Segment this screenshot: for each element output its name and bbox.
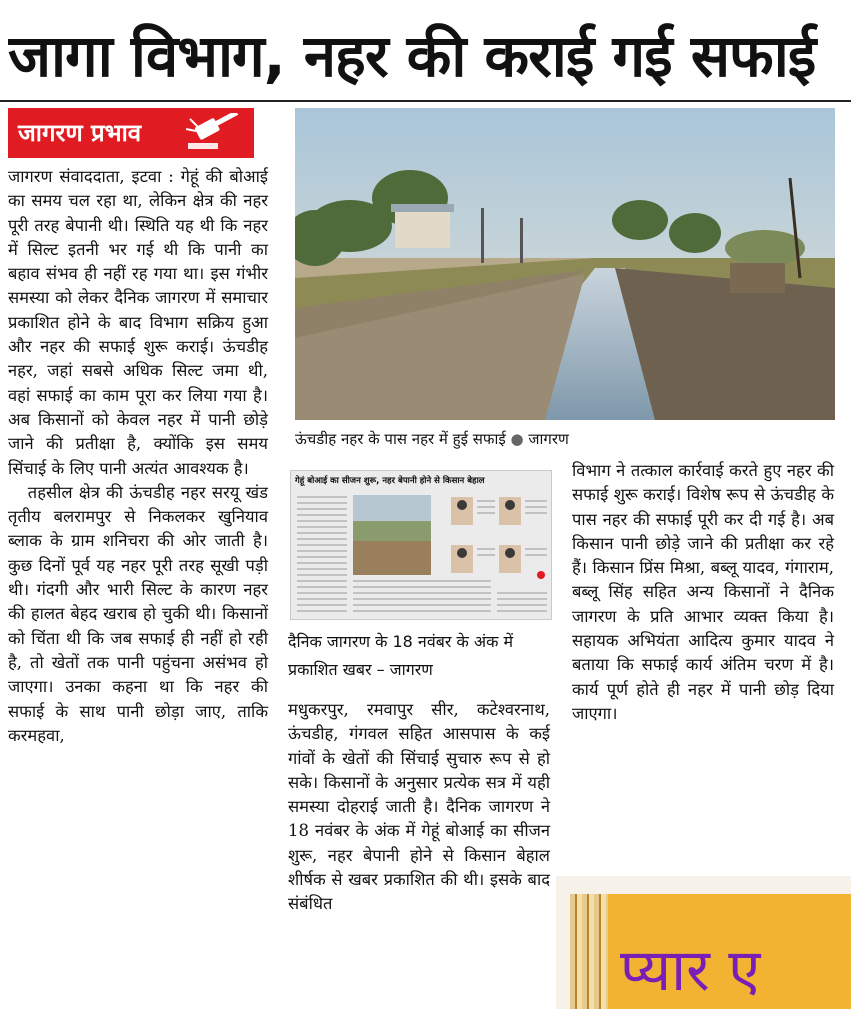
photo-caption bbox=[295, 427, 835, 451]
jagran-impact-badge bbox=[8, 108, 254, 158]
article-paragraph-4: विभाग ने तत्काल कार्रवाई करते हुए नहर की सफाई शुरू कराई। विशेष रूप से ऊंचडीह के पास नहर की सफाई पूरी कर दी गई है। अब किसान पानी छोड़े जाने की प्रतीक्षा कर रहे हैं। किसान प्रिंस मिश्रा, बब्लू यादव, गंगाराम, बब्लू सिंह सहित अन्य किसानों ने दैनिक जागरण के प्रति आभार व्यक्त किया है। सहायक अभियंता आदित्य कुमार यादव ने बताया कि सफाई कार्य अंतिम चरण में है। कार्य पूर्ण होते ही नहर में पानी छोड़ दिया जाएगा। bbox=[572, 461, 834, 723]
decorative-pillars bbox=[570, 894, 608, 1009]
clipping-caption: दैनिक जागरण के 18 नवंबर के अंक में प्रकाशित खबर – जागरण bbox=[288, 632, 514, 679]
article-paragraph-3: मधुकरपुर, रमवापुर सीर, कटेश्वरनाथ, ऊंचडीह, गंगवल सहित आसपास के कई गांवों के खेतों की सिंचाई सुचारु रूप से हो सके। किसानों के अनुसार प्रत्येक सत्र में यही समस्या दोहराई जाती है। दैनिक जागरण ने 18 नवंबर के अंक में गेहूं बोआई का सीजन शुरू, नहर बेपानी होने से किसान बेहाल शीर्षक से खबर प्रकाशित की थी। इसके बाद संबंधित bbox=[288, 700, 550, 914]
headline: जागा विभाग, नहर की कराई गई सफाई bbox=[8, 22, 816, 90]
badge-label: जागरण प्रभाव bbox=[18, 119, 142, 147]
caption-bullet: ● bbox=[510, 430, 529, 448]
clipping-headline: गेहूं बोआई का सीजन शुरू, नहर बेपानी होने से किसान बेहाल bbox=[295, 476, 485, 486]
advertisement-panel bbox=[570, 894, 851, 1009]
photo-caption-text: ऊंचडीह नहर के पास नहर में हुई सफाई bbox=[295, 430, 506, 448]
canal-photo bbox=[295, 108, 835, 420]
article-paragraph-2: तहसील क्षेत्र की ऊंचडीह नहर सरयू खंड तृतीय बलरामपुर से निकलकर खुनियाव ब्लाक के ग्राम शनिचरा की ओर जाती है। कुछ दिनों पूर्व यह नहर पूरी तरह सूखी पड़ी थी। गंदगी और भारी सिल्ट के कारण नहर की हालत बेहद खराब हो चुकी थी। किसानों को चिंता थी कि जब सफाई ही नहीं हो रही है, तो खेतों तक पानी पहुंचना असंभव हो जाएगा। उनका कहना था कि नहर की सफाई के साथ पानी छोड़ा जाए, ताकि करमहवा, bbox=[8, 482, 268, 745]
article-column-1 bbox=[8, 165, 268, 748]
article-paragraph-1: जागरण संवाददाता, इटवा : गेहूं की बोआई का समय चल रहा था, लेकिन क्षेत्र की नहर पूरी तरह बेपानी थी। स्थिति यह थी कि नहर में सिल्ट इतनी भर गई थी कि पानी का बहाव संभव ही नहीं रह गया था। इस गंभीर समस्या को लेकर दैनिक जागरण में समाचार प्रकाशित होने के बाद विभाग सक्रिय हुआ और नहर की सफाई शुरू कराई। ऊंचडीह नहर, जहां सबसे अधिक सिल्ट जमा थी, वहां सफाई का काम पूरा कर लिया गया है। अब किसानों को केवल नहर में पानी छोड़े जाने की प्रतीक्षा है, क्योंकि इस समय सिंचाई के लिए पानी अत्यंत आवश्यक है। bbox=[8, 167, 268, 478]
advertisement bbox=[556, 876, 851, 1009]
photo-credit: जागरण bbox=[528, 430, 569, 448]
clipping-body bbox=[291, 471, 552, 620]
article-column-3 bbox=[572, 459, 834, 726]
gavel-icon bbox=[184, 113, 246, 153]
headline-divider bbox=[0, 100, 851, 102]
newspaper-clipping bbox=[290, 470, 552, 620]
advertisement-text: प्यार ए bbox=[620, 936, 761, 1004]
article-column-2 bbox=[288, 698, 550, 917]
